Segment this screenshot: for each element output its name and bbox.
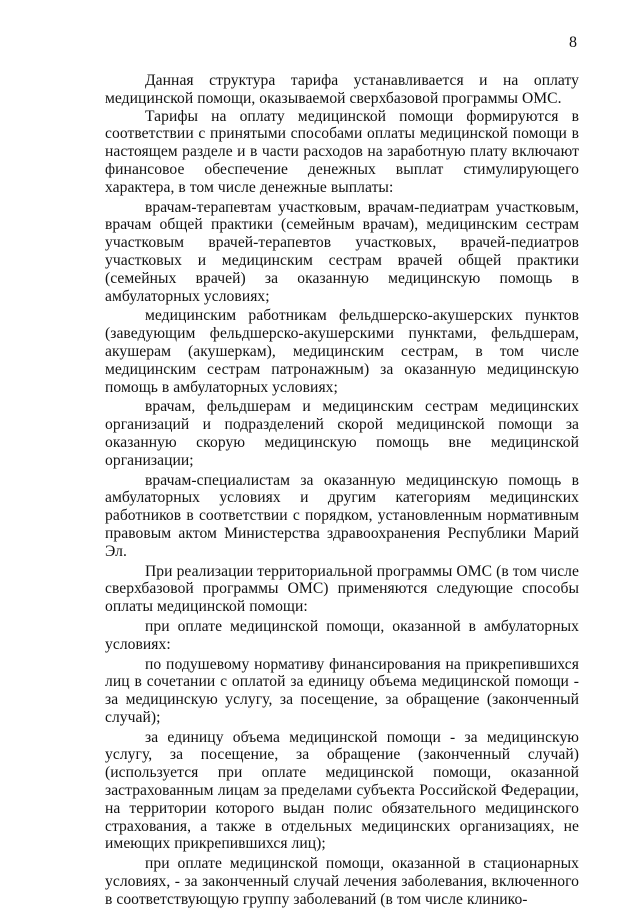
paragraph-inpatient: при оплате медицинской помощи, оказанной в стационарных условиях, - за законченный случай лечения заболевания, включенного в соответствующую группу заболеваний (в том числе клинико- <box>105 855 579 908</box>
paragraph-ambulance: врачам, фельдшерам и медицинским сестрам медицинских организаций и подразделений скорой медицинской помощи за оказанную скорую медицинскую помощь вне медицинской организации; <box>105 398 579 469</box>
paragraph-specialists: врачам-специалистам за оказанную медицинскую помощь в амбулаторных условиях и другим категориям медицинских работников в соответствии с порядком, установленным нормативным правовым актом Министерства здравоохранения Республики Марий Эл. <box>105 471 579 560</box>
page-number: 8 <box>569 34 577 51</box>
paragraph-outpatient: при оплате медицинской помощи, оказанной в амбулаторных условиях: <box>105 617 579 653</box>
paragraph-feldsher-points: медицинским работникам фельдшерско-акушерских пунктов (заведующим фельдшерско-акушерскими пунктами, фельдшерам, акушерам (акушеркам), медицинским сестрам, в том числе медицинским сестрам патронажным) за оказанную медицинскую помощь в амбулаторных условиях; <box>105 307 579 396</box>
paragraph-payment-methods: При реализации территориальной программы ОМС (в том числе сверхбазовой программы ОМС) применяются следующие способы оплаты медицинской помощи: <box>105 562 579 616</box>
paragraph-district-doctors: врачам-терапевтам участковым, врачам-педиатрам участковым, врачам общей практики (семейным врачам), медицинским сестрам участковым врачей-терапевтов участковых, врачей-педиатров участковых и медицинским сестрам врачей общей практики (семейных врачей) за оказанную медицинскую помощь в амбулаторных условиях; <box>105 198 579 305</box>
paragraph-tariffs-formation: Тарифы на оплату медицинской помощи формируются в соответствии с принятыми способами оплаты медицинской помощи в настоящем разделе и в части расходов на заработную плату включают финансовое обеспечение денежных выплат стимулирующего характера, в том числе денежные выплаты: <box>105 107 579 196</box>
paragraph-per-capita: по подушевому нормативу финансирования на прикрепившихся лиц в сочетании с оплатой за единицу объема медицинской помощи - за медицинскую услугу, за посещение, за обращение (законченный случай); <box>105 655 579 726</box>
document-body <box>105 72 579 909</box>
paragraph-tariff-structure: Данная структура тарифа устанавливается и на оплату медицинской помощи, оказываемой сверхбазовой программы ОМС. <box>105 72 579 107</box>
paragraph-unit-volume: за единицу объема медицинской помощи - за медицинскую услугу, за посещение, за обращение (законченный случай) (используется при оплате медицинской помощи, оказанной застрахованным лицам за пределами субъекта Российской Федерации, на территории которого выдан полис обязательного медицинского страхования, а также в отдельных медицинских организациях, не имеющих прикрепившихся лиц); <box>105 728 579 853</box>
